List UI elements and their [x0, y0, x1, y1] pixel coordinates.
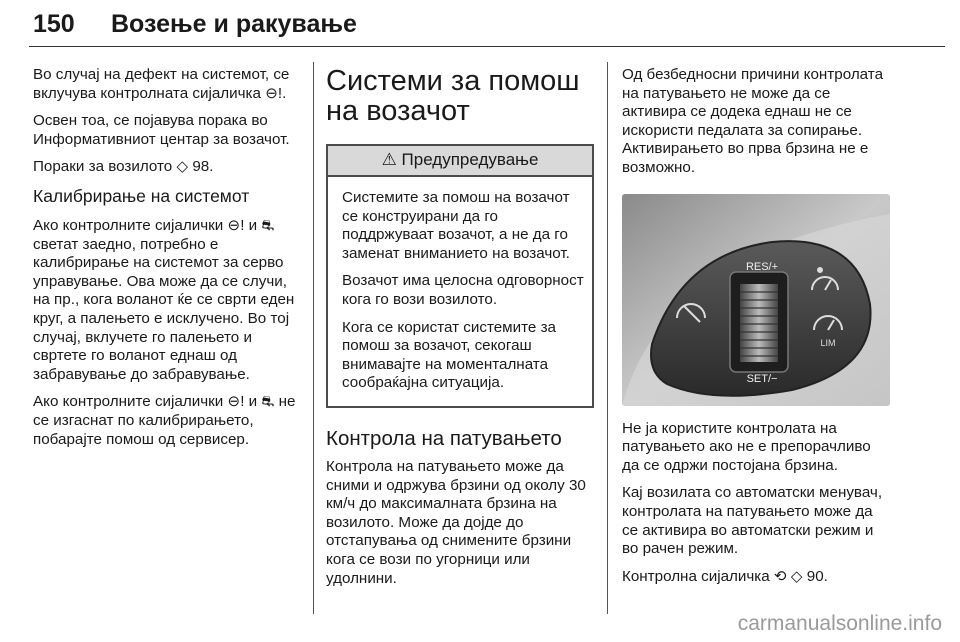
cross-reference: Пораки за возилото ◇ 98. [33, 158, 214, 176]
warning-box [326, 144, 594, 408]
paragraph: Освен тоа, се појавува порака во Информативниот центар за возачот. [33, 112, 290, 148]
warning-text: Кога се користат системите за помош за возачот, секогаш внимавајте на моменталната сообраќајна ситуација. [342, 318, 556, 392]
warning-text: Возачот има целосна одговорност кога го вози возилото. [342, 272, 584, 308]
paragraph: Во случај на дефект на системот, се вклучува контролната сијаличка ⊖!. [33, 66, 290, 102]
header-rule [29, 46, 945, 47]
paragraph: Не ја користите контролата на патувањето ако не е препорачливо да се одржи постојана брзина. [622, 419, 871, 474]
subsection-title: Контрола на патувањето [326, 426, 562, 450]
column-divider-2 [607, 62, 608, 614]
paragraph: Од безбедносни причини контролата на патувањето не може да се активира се додека еднаш не се искористи педалата за сопирање. Активирањето во прва брзина не е возможно. [622, 66, 884, 176]
column-1 [33, 66, 305, 458]
paragraph: Кај возилата со автоматски менувач, контролата на патувањето може да се активира во автоматски режим и во рачен режим. [622, 484, 883, 558]
section-heading: Калибрирање на системот [33, 185, 250, 206]
warning-text: Системите за помош на возачот се конструирани да го поддржуваат возачот, а не да го заменат вниманието на возачот. [342, 189, 570, 262]
res-label: RES/+ [745, 260, 779, 273]
cruise-control-switch-illustration [622, 194, 890, 406]
column-2 [326, 66, 594, 597]
column-3 [622, 66, 890, 595]
warning-header: ⚠ Предупредување [328, 146, 592, 177]
paragraph: Ако контролните сијалички ⊖! и ⛐ не се изгаснат по калибрирањето, побарајте помош од сервисер. [33, 393, 296, 448]
column-divider-1 [313, 62, 314, 614]
paragraph: Ако контролните сијалички ⊖! и ⛐ светат заедно, потребно е калибрирање на системот за серво управување. Ова може да се случи, на пр., кога воланот ќе се сврти еден круг, а палењето е исклучено. Во тој случај, вклучете го палењето и свртете го воланот еднаш од забравување до забравување. [33, 216, 295, 383]
section-title: Возење и ракување [111, 10, 357, 38]
chapter-title: Системи за помош на возачот [326, 65, 580, 127]
page-number: 150 [33, 10, 75, 38]
cross-reference: Контролна сијаличка ⟲ ◇ 90. [622, 567, 828, 585]
set-label: SET/− [746, 372, 778, 385]
warning-body [328, 177, 592, 406]
paragraph: Контрола на патувањето може да сними и одржува брзини од околу 30 км/ч до максималната брзина на возилото. Може да дојде до отстапувања од снимените брзини кога се вози по угорници или удолнини. [326, 457, 586, 587]
steering-wheel-controls-photo [622, 194, 890, 406]
page-header [29, 8, 945, 48]
lim-label: LIM [820, 337, 836, 348]
watermark: carmanualsonline.info [737, 612, 942, 635]
